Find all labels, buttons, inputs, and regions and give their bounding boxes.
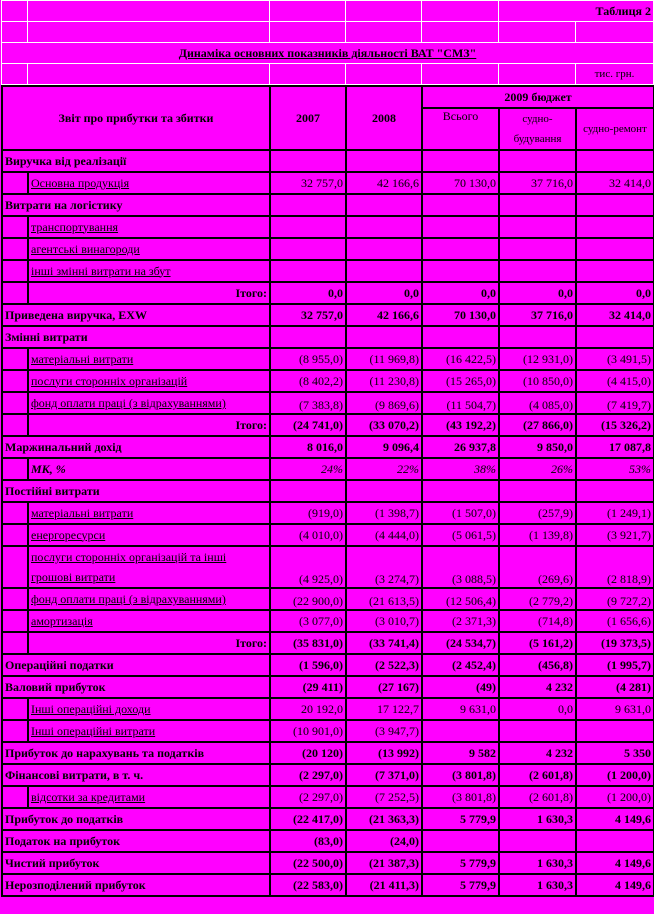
cell-value: (21 387,3)	[346, 852, 422, 874]
cell-value: (9 869,6)	[346, 392, 422, 414]
cell-value: 17 122,7	[346, 698, 422, 720]
cell-value: (2 297,0)	[270, 764, 346, 786]
cell-value: (1 398,7)	[346, 502, 422, 524]
cell-value: (83,0)	[270, 830, 346, 852]
cell-value	[576, 260, 654, 282]
cell-value	[499, 480, 576, 502]
cell-value: (4 085,0)	[499, 392, 576, 414]
row-label: Основна продукція	[28, 172, 270, 194]
table-row	[2, 808, 654, 830]
cell-value: (22 417,0)	[270, 808, 346, 830]
cell-value: (24 741,0)	[270, 414, 346, 436]
cell-value: (11 504,7)	[422, 392, 499, 414]
table-row	[2, 436, 654, 458]
cell-value: 9 582	[422, 742, 499, 764]
header-grid	[1, 0, 654, 85]
cell-value	[499, 150, 576, 172]
table-row	[2, 348, 654, 370]
cell-value	[422, 720, 499, 742]
table-row	[2, 852, 654, 874]
cell-value: (1 596,0)	[270, 654, 346, 676]
cell-value: 0,0	[499, 698, 576, 720]
cell-value: 9 631,0	[576, 698, 654, 720]
cell-value: (33 741,4)	[346, 632, 422, 654]
cell-value: 32 757,0	[270, 172, 346, 194]
row-indent	[2, 414, 28, 436]
cell-value: (4 925,0)	[270, 546, 346, 588]
row-indent	[2, 588, 28, 610]
cell-value: 70 130,0	[422, 304, 499, 326]
cell-value: (2 601,8)	[499, 786, 576, 808]
table-row	[2, 698, 654, 720]
row-indent	[2, 392, 28, 414]
table-row	[2, 502, 654, 524]
table-row	[2, 632, 654, 654]
cell-value: (27 167)	[346, 676, 422, 698]
cell-value	[422, 150, 499, 172]
cell-value	[346, 480, 422, 502]
table-row	[2, 654, 654, 676]
financial-table	[1, 85, 654, 897]
cell-value: (714,8)	[499, 610, 576, 632]
cell-value: (2 601,8)	[499, 764, 576, 786]
cell-value: 42 166,6	[346, 172, 422, 194]
row-label: матеріальні витрати	[28, 348, 270, 370]
cell-value: 4 149,6	[576, 852, 654, 874]
row-indent	[2, 348, 28, 370]
row-label: Нерозподілений прибуток	[2, 874, 270, 896]
cell-value	[270, 238, 346, 260]
cell-value: 20 192,0	[270, 698, 346, 720]
cell-value: (7 419,7)	[576, 392, 654, 414]
row-label: Ітого:	[28, 414, 270, 436]
row-label: транспортування	[28, 216, 270, 238]
cell-value: (3 491,5)	[576, 348, 654, 370]
cell-value: (11 230,8)	[346, 370, 422, 392]
table-row	[2, 238, 654, 260]
row-label: МК, %	[28, 458, 270, 480]
cell-value	[576, 216, 654, 238]
cell-value	[422, 260, 499, 282]
cell-value	[270, 194, 346, 216]
row-indent	[2, 698, 28, 720]
cell-value: (2 522,3)	[346, 654, 422, 676]
cell-value: 70 130,0	[422, 172, 499, 194]
cell-value: (8 955,0)	[270, 348, 346, 370]
cell-value: (1 507,0)	[422, 502, 499, 524]
cell-value: (9 727,2)	[576, 588, 654, 610]
row-label: Змінні витрати	[2, 326, 270, 348]
row-label: Операційні податки	[2, 654, 270, 676]
cell-value: 1 630,3	[499, 808, 576, 830]
cell-value	[499, 830, 576, 852]
cell-value: (4 010,0)	[270, 524, 346, 546]
cell-value: (2 818,9)	[576, 546, 654, 588]
cell-value: (21 363,3)	[346, 808, 422, 830]
cell-value	[346, 238, 422, 260]
table-row	[2, 610, 654, 632]
cell-value	[270, 216, 346, 238]
cell-value: (11 969,8)	[346, 348, 422, 370]
cell-value: 9 096,4	[346, 436, 422, 458]
row-indent	[2, 216, 28, 238]
cell-value	[499, 194, 576, 216]
cell-value: (12 506,4)	[422, 588, 499, 610]
cell-value: (5 061,5)	[422, 524, 499, 546]
table-row	[2, 480, 654, 502]
cell-value	[499, 720, 576, 742]
cell-value: (3 801,8)	[422, 786, 499, 808]
cell-value: 4 232	[499, 742, 576, 764]
cell-value: 32 414,0	[576, 172, 654, 194]
cell-value	[422, 238, 499, 260]
cell-value: 5 779,9	[422, 808, 499, 830]
row-label: фонд оплати праці (з відрахуваннями)	[28, 588, 270, 610]
cell-value: (19 373,5)	[576, 632, 654, 654]
cell-value: 9 631,0	[422, 698, 499, 720]
cell-value: (3 077,0)	[270, 610, 346, 632]
cell-value: (919,0)	[270, 502, 346, 524]
cell-value: 37 716,0	[499, 304, 576, 326]
cell-value: (269,6)	[499, 546, 576, 588]
table-row	[2, 150, 654, 172]
row-label: енергоресурси	[28, 524, 270, 546]
cell-value: (1 656,6)	[576, 610, 654, 632]
cell-value	[422, 216, 499, 238]
cell-value: 8 016,0	[270, 436, 346, 458]
cell-value: (13 992)	[346, 742, 422, 764]
row-indent	[2, 370, 28, 392]
cell-value: 17 087,8	[576, 436, 654, 458]
cell-value	[576, 194, 654, 216]
cell-value: 0,0	[576, 282, 654, 304]
cell-value: 53%	[576, 458, 654, 480]
cell-value: (3 921,7)	[576, 524, 654, 546]
table-row	[2, 588, 654, 610]
cell-value: (20 120)	[270, 742, 346, 764]
cell-value	[576, 830, 654, 852]
cell-value	[499, 216, 576, 238]
row-label: агентські винагороди	[28, 238, 270, 260]
cell-value: (257,9)	[499, 502, 576, 524]
cell-value: 37 716,0	[499, 172, 576, 194]
row-label: Податок на прибуток	[2, 830, 270, 852]
cell-value	[346, 260, 422, 282]
cell-value: 4 149,6	[576, 874, 654, 896]
cell-value	[270, 326, 346, 348]
row-label: Приведена виручка, EXW	[2, 304, 270, 326]
cell-value: 0,0	[499, 282, 576, 304]
table-row	[2, 370, 654, 392]
cell-value: (7 383,8)	[270, 392, 346, 414]
cell-value: 26 937,8	[422, 436, 499, 458]
column-header-shiprepair: судно-ремонт	[576, 108, 654, 150]
column-header-2007: 2007	[270, 86, 346, 150]
cell-value: (4 415,0)	[576, 370, 654, 392]
cell-value	[270, 480, 346, 502]
cell-value: 5 779,9	[422, 874, 499, 896]
table-row	[2, 676, 654, 698]
table-row	[2, 172, 654, 194]
row-indent	[2, 172, 28, 194]
cell-value: (22 500,0)	[270, 852, 346, 874]
row-indent	[2, 546, 28, 588]
cell-value: (21 411,3)	[346, 874, 422, 896]
column-header-shipbuilding: судно-будування	[499, 108, 576, 150]
cell-value: (33 070,2)	[346, 414, 422, 436]
table-number: Таблиця 2	[499, 1, 654, 22]
cell-value	[576, 238, 654, 260]
cell-value: (2 452,4)	[422, 654, 499, 676]
row-label: послуги сторонніх організацій та інші грошові витрати	[28, 546, 270, 588]
column-header-2008: 2008	[346, 86, 422, 150]
table-row	[2, 326, 654, 348]
cell-value	[499, 260, 576, 282]
cell-value: 4 232	[499, 676, 576, 698]
cell-value: 1 630,3	[499, 852, 576, 874]
cell-value: (43 192,2)	[422, 414, 499, 436]
row-label: Витрати на логістику	[2, 194, 270, 216]
cell-value: (1 139,8)	[499, 524, 576, 546]
cell-value: (5 161,2)	[499, 632, 576, 654]
cell-value	[422, 830, 499, 852]
row-indent	[2, 282, 28, 304]
row-label: Фінансові витрати, в т. ч.	[2, 764, 270, 786]
cell-value: 0,0	[346, 282, 422, 304]
cell-value: (10 850,0)	[499, 370, 576, 392]
cell-value: 24%	[270, 458, 346, 480]
table-row	[2, 282, 654, 304]
row-label: послуги сторонніх організацій	[28, 370, 270, 392]
cell-value: 32 757,0	[270, 304, 346, 326]
table-row	[2, 392, 654, 414]
row-label: Ітого:	[28, 282, 270, 304]
cell-value: (3 010,7)	[346, 610, 422, 632]
cell-value: (2 779,2)	[499, 588, 576, 610]
cell-value	[270, 150, 346, 172]
cell-value: (10 901,0)	[270, 720, 346, 742]
row-label: Інші операційні витрати	[28, 720, 270, 742]
cell-value: (456,8)	[499, 654, 576, 676]
table-row	[2, 414, 654, 436]
table-row	[2, 830, 654, 852]
cell-value	[422, 194, 499, 216]
cell-value: 5 350	[576, 742, 654, 764]
cell-value	[576, 480, 654, 502]
cell-value: (29 411)	[270, 676, 346, 698]
row-label: Чистий прибуток	[2, 852, 270, 874]
row-label: фонд оплати праці (з відрахуваннями)	[28, 392, 270, 414]
cell-value: (1 200,0)	[576, 764, 654, 786]
cell-value: 22%	[346, 458, 422, 480]
cell-value: 38%	[422, 458, 499, 480]
table-row	[2, 524, 654, 546]
column-header-report: Звіт про прибутки та збитки	[2, 86, 270, 150]
column-header-total: Всього	[422, 108, 499, 150]
cell-value: (3 947,7)	[346, 720, 422, 742]
cell-value: (4 281)	[576, 676, 654, 698]
row-label: Прибуток до податків	[2, 808, 270, 830]
cell-value: (16 422,5)	[422, 348, 499, 370]
row-label: Валовий прибуток	[2, 676, 270, 698]
cell-value: (2 297,0)	[270, 786, 346, 808]
cell-value: (7 252,5)	[346, 786, 422, 808]
row-indent	[2, 458, 28, 480]
table-row	[2, 304, 654, 326]
table-row	[2, 546, 654, 588]
cell-value: 1 630,3	[499, 874, 576, 896]
table-row	[2, 260, 654, 282]
cell-value: (15 326,2)	[576, 414, 654, 436]
row-indent	[2, 786, 28, 808]
row-label: Прибуток до нарахувань та податків	[2, 742, 270, 764]
cell-value	[499, 238, 576, 260]
row-indent	[2, 238, 28, 260]
row-label: відсотки за кредитами	[28, 786, 270, 808]
cell-value: 0,0	[422, 282, 499, 304]
page-title: Динаміка основних показників діяльності ВАТ "СМЗ"	[2, 43, 654, 64]
row-label: матеріальні витрати	[28, 502, 270, 524]
units-label: тис. грн.	[576, 64, 654, 85]
cell-value	[576, 720, 654, 742]
cell-value: (1 995,7)	[576, 654, 654, 676]
table-row	[2, 742, 654, 764]
table-row	[2, 720, 654, 742]
cell-value: 4 149,6	[576, 808, 654, 830]
table-row	[2, 194, 654, 216]
cell-value: (22 583,0)	[270, 874, 346, 896]
cell-value: (22 900,0)	[270, 588, 346, 610]
cell-value: (49)	[422, 676, 499, 698]
row-indent	[2, 524, 28, 546]
cell-value: (12 931,0)	[499, 348, 576, 370]
cell-value: (21 613,5)	[346, 588, 422, 610]
cell-value: (4 444,0)	[346, 524, 422, 546]
cell-value: (24,0)	[346, 830, 422, 852]
row-indent	[2, 610, 28, 632]
table-row	[2, 786, 654, 808]
cell-value: 32 414,0	[576, 304, 654, 326]
cell-value: 9 850,0	[499, 436, 576, 458]
cell-value	[422, 326, 499, 348]
cell-value: (1 249,1)	[576, 502, 654, 524]
cell-value: (15 265,0)	[422, 370, 499, 392]
table-row	[2, 764, 654, 786]
row-indent	[2, 720, 28, 742]
cell-value: (8 402,2)	[270, 370, 346, 392]
cell-value	[422, 480, 499, 502]
table-row	[2, 458, 654, 480]
cell-value: (35 831,0)	[270, 632, 346, 654]
row-label: амортизація	[28, 610, 270, 632]
cell-value	[346, 194, 422, 216]
cell-value: (2 371,3)	[422, 610, 499, 632]
cell-value: (7 371,0)	[346, 764, 422, 786]
row-label: Ітого:	[28, 632, 270, 654]
row-indent	[2, 260, 28, 282]
cell-value: (3 274,7)	[346, 546, 422, 588]
table-row	[2, 216, 654, 238]
row-label: інші змінні витрати на збут	[28, 260, 270, 282]
row-label: Інші операційні доходи	[28, 698, 270, 720]
row-label: Виручка від реалізації	[2, 150, 270, 172]
column-header-budget: 2009 бюджет	[422, 86, 654, 108]
cell-value: (24 534,7)	[422, 632, 499, 654]
cell-value	[499, 326, 576, 348]
row-indent	[2, 502, 28, 524]
cell-value	[346, 216, 422, 238]
cell-value: (1 200,0)	[576, 786, 654, 808]
cell-value	[270, 260, 346, 282]
cell-value: (3 801,8)	[422, 764, 499, 786]
cell-value	[576, 150, 654, 172]
cell-value: 42 166,6	[346, 304, 422, 326]
table-row	[2, 874, 654, 896]
row-label: Маржинальний дохід	[2, 436, 270, 458]
row-label: Постійні витрати	[2, 480, 270, 502]
row-indent	[2, 632, 28, 654]
cell-value: 5 779,9	[422, 852, 499, 874]
cell-value: (3 088,5)	[422, 546, 499, 588]
cell-value: 0,0	[270, 282, 346, 304]
cell-value: 26%	[499, 458, 576, 480]
cell-value	[346, 150, 422, 172]
cell-value	[576, 326, 654, 348]
cell-value	[346, 326, 422, 348]
cell-value: (27 866,0)	[499, 414, 576, 436]
